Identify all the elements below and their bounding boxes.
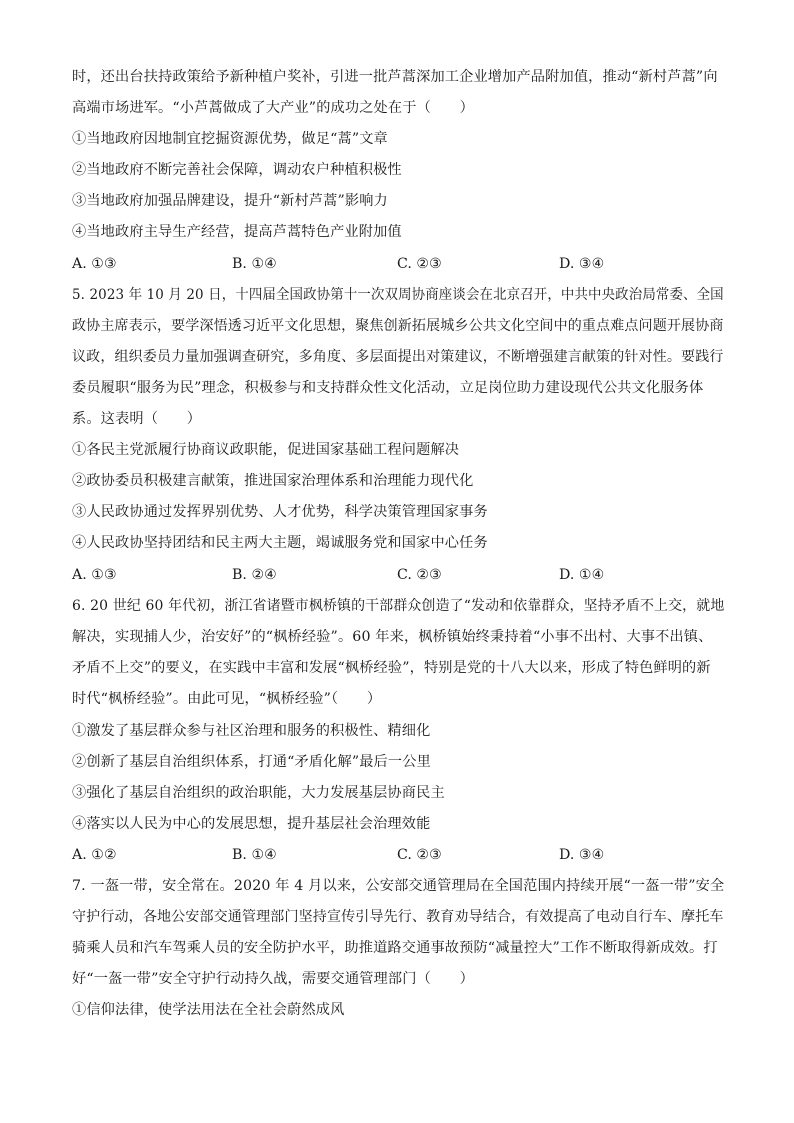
q5-option-d[interactable]: D. ①④ xyxy=(559,567,605,583)
q4-item: ③当地政府加强品牌建设，提升“新村芦蒿”影响力 xyxy=(72,193,388,209)
q5-stem-line: 议政，组织委员力量加强调查研究，多角度、多层面提出对策建议，不断增强建言献策的针对性。要践行 xyxy=(72,349,724,365)
q4-item: ①当地政府因地制宜挖掘资源优势，做足“蒿”文章 xyxy=(72,131,388,147)
q6-item: ④落实以人民为中心的发展思想，提升基层社会治理效能 xyxy=(72,816,431,832)
q5-stem-line: 政协主席表示，要学深悟透习近平文化思想，聚焦创新拓展城乡公共文化空间中的重点难点问题开展协商 xyxy=(72,318,724,334)
q5-item: ②政协委员积极建言献策，推进国家治理体系和治理能力现代化 xyxy=(72,473,474,489)
q5-stem-line: 委员履职“服务为民”理念，积极参与和支持群众性文化活动，立足岗位助力建设现代公共文化服务体 xyxy=(72,380,704,396)
q5-option-c[interactable]: C. ②③ xyxy=(397,567,442,583)
q6-option-c[interactable]: C. ②③ xyxy=(397,847,442,863)
q6-stem-line: 矛盾不上交”的要义，在实践中丰富和发展“枫桥经验”，特别是党的十八大以来，形成了特色鲜明的新 xyxy=(72,660,711,676)
q6-option-d[interactable]: D. ③④ xyxy=(559,847,605,863)
q5-option-a[interactable]: A. ①③ xyxy=(72,567,117,583)
q4-option-c[interactable]: C. ②③ xyxy=(397,256,442,272)
q6-option-b[interactable]: B. ①④ xyxy=(232,847,277,863)
q4-item: ④当地政府主导生产经营，提高芦蒿特色产业附加值 xyxy=(72,224,402,240)
q7-item: ①信仰法律，使学法用法在全社会蔚然成风 xyxy=(72,1002,345,1018)
q5-options xyxy=(72,565,724,585)
q5-stem-line: 5. 2023 年 10 月 20 日，十四届全国政协第十一次双周协商座谈会在北京召开，中共中央政治局常委、全国 xyxy=(72,287,724,303)
q4-item: ②当地政府不断完善社会保障，调动农户种植积极性 xyxy=(72,162,402,178)
q4-option-b[interactable]: B. ①④ xyxy=(232,256,277,272)
q6-option-a[interactable]: A. ①② xyxy=(72,847,117,863)
q6-item: ③强化了基层自治组织的政治职能，大力发展基层协商民主 xyxy=(72,785,445,801)
q4-options xyxy=(72,254,724,274)
q6-options xyxy=(72,845,724,865)
q4-stem-line: 高端市场进军。“小芦蒿做成了大产业”的成功之处在于（ ） xyxy=(72,100,474,116)
q5-stem-line: 系。这表明（ ） xyxy=(72,411,202,427)
q6-item: ②创新了基层自治组织体系，打通“矛盾化解”最后一公里 xyxy=(72,754,431,770)
q5-item: ③人民政协通过发挥界别优势、人才优势，科学决策管理国家事务 xyxy=(72,504,488,520)
q5-item: ④人民政协坚持团结和民主两大主题，竭诚服务党和国家中心任务 xyxy=(72,535,488,551)
q4-option-a[interactable]: A. ①③ xyxy=(72,256,117,272)
q6-item: ①激发了基层群众参与社区治理和服务的积极性、精细化 xyxy=(72,723,431,739)
q6-stem-line: 6. 20 世纪 60 年代初，浙江省诸暨市枫桥镇的干部群众创造了“发动和依靠群众，坚持矛盾不上交，就地 xyxy=(72,598,725,614)
q5-option-b[interactable]: B. ②④ xyxy=(232,567,277,583)
q6-stem-line: 解决，实现捕人少，治安好”的“枫桥经验”。60 年来，枫桥镇始终秉持着“小事不出村、大事不出镇、 xyxy=(72,629,713,645)
q6-stem-line: 时代“枫桥经验”。由此可见，“枫桥经验”（ ） xyxy=(72,691,382,707)
q7-stem-line: 守护行动，各地公安部交通管理部门坚持宣传引导先行、教育劝导结合，有效提高了电动自行车、摩托车 xyxy=(72,909,724,925)
q5-item: ①各民主党派履行协商议政职能，促进国家基础工程问题解决 xyxy=(72,442,460,458)
q7-stem-line: 7. 一盔一带，安全常在。2020 年 4 月以来，公安部交通管理局在全国范围内持续开展“一盔一带”安全 xyxy=(72,878,725,894)
q4-stem-line: 时，还出台扶持政策给予新种植户奖补，引进一批芦蒿深加工企业增加产品附加值，推动“新村芦蒿”向 xyxy=(72,69,718,85)
q4-option-d[interactable]: D. ③④ xyxy=(559,256,605,272)
q7-stem-line: 好“一盔一带”安全守护行动持久战，需要交通管理部门（ ） xyxy=(72,971,474,987)
q7-stem-line: 骑乘人员和汽车驾乘人员的安全防护水平，助推道路交通事故预防“减量控大”工作不断取得新成效。打 xyxy=(72,940,718,956)
